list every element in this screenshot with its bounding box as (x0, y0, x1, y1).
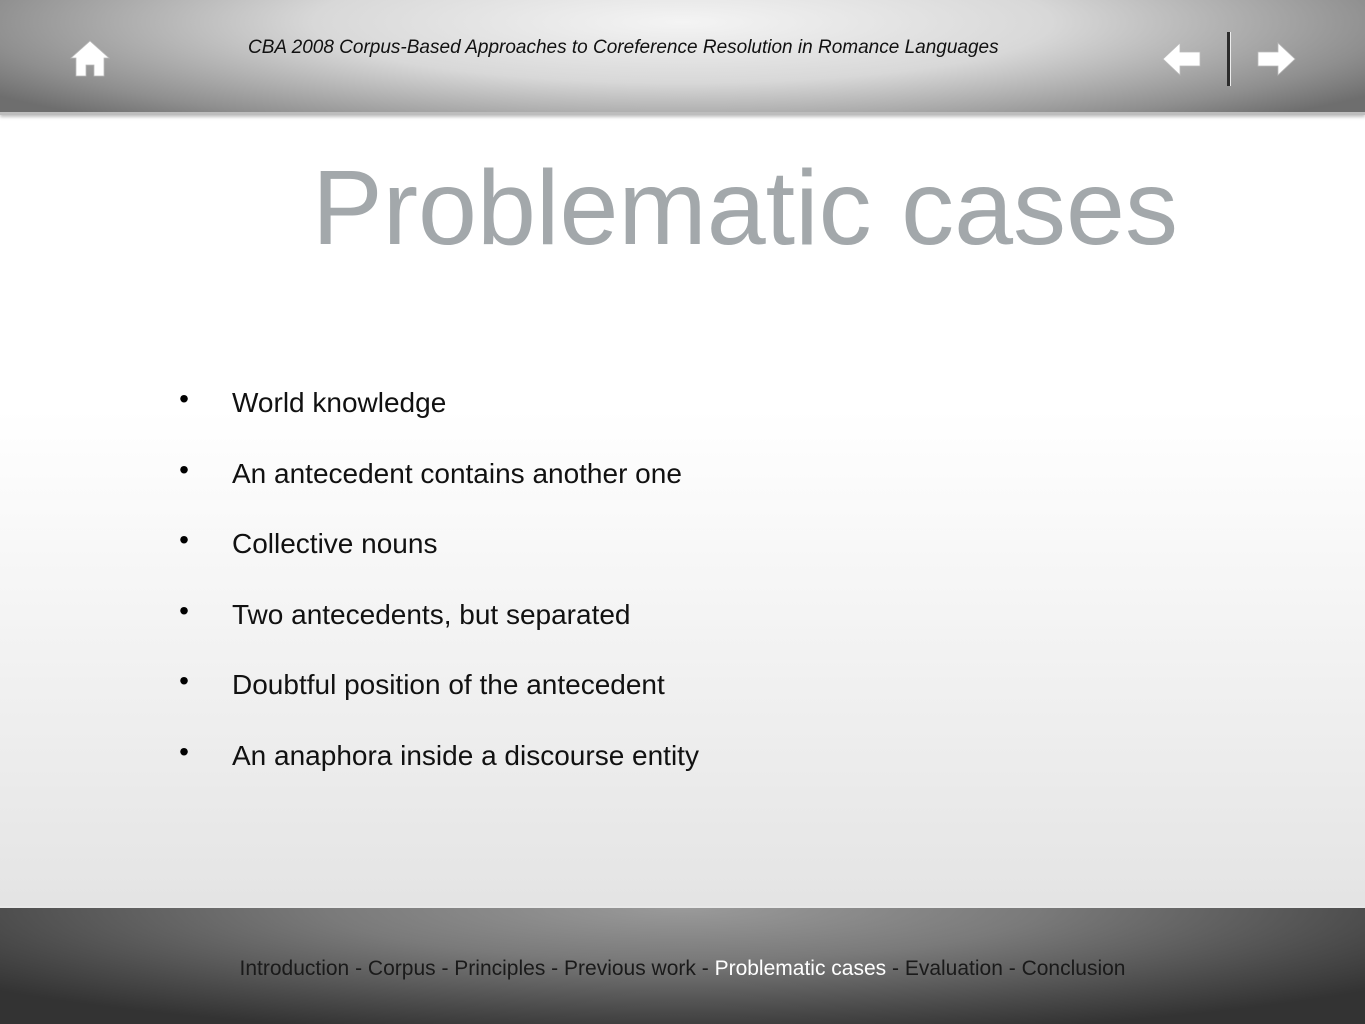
footer-link-conclusion[interactable]: Conclusion (1021, 957, 1126, 980)
bullet-item (172, 509, 699, 580)
bullet-item (172, 580, 699, 651)
home-icon (68, 38, 112, 80)
slide-title: Problematic cases (312, 149, 1179, 267)
bullet-marker: • (179, 383, 189, 415)
header-bar (0, 0, 1365, 115)
footer-bar (0, 906, 1365, 1024)
presentation-title: CBA 2008 Corpus-Based Approaches to Coreference Resolution in Romance Languages (248, 37, 999, 58)
section-navigation (0, 956, 1365, 982)
bullet-text: An anaphora inside a discourse entity (232, 739, 699, 771)
footer-link-evaluation[interactable]: Evaluation (904, 957, 1003, 980)
footer-link-problematic-cases[interactable]: Problematic cases (714, 957, 887, 980)
nav-divider (1227, 32, 1230, 86)
footer-link-corpus[interactable]: Corpus (367, 957, 436, 980)
bullet-text: Collective nouns (232, 528, 438, 560)
bullet-text: World knowledge (232, 387, 447, 419)
bullet-marker: • (179, 453, 189, 485)
arrow-left-icon (1160, 38, 1204, 80)
footer-separator: - (695, 957, 715, 980)
previous-slide-button[interactable] (1160, 38, 1204, 80)
footer-separator: - (545, 957, 565, 980)
next-slide-button[interactable] (1254, 38, 1298, 80)
footer-separator: - (349, 957, 368, 980)
footer-separator: - (886, 957, 905, 980)
bullet-list (172, 368, 699, 791)
bullet-marker: • (179, 594, 189, 626)
bullet-marker: • (179, 735, 189, 767)
home-button[interactable] (68, 38, 112, 80)
bullet-item (172, 650, 699, 721)
bullet-item (172, 368, 699, 439)
bullet-item (172, 439, 699, 510)
bullet-text: Two antecedents, but separated (232, 598, 631, 630)
bullet-marker: • (179, 524, 189, 556)
footer-link-principles[interactable]: Principles (454, 957, 546, 980)
footer-separator: - (435, 957, 455, 980)
footer-link-previous-work[interactable]: Previous work (564, 957, 696, 980)
footer-separator: - (1002, 957, 1022, 980)
bullet-text: Doubtful position of the antecedent (232, 669, 665, 701)
bullet-item (172, 721, 699, 792)
bullet-text: An antecedent contains another one (232, 457, 682, 489)
arrow-right-icon (1254, 38, 1298, 80)
footer-link-introduction[interactable]: Introduction (239, 957, 350, 980)
bullet-marker: • (179, 665, 189, 697)
